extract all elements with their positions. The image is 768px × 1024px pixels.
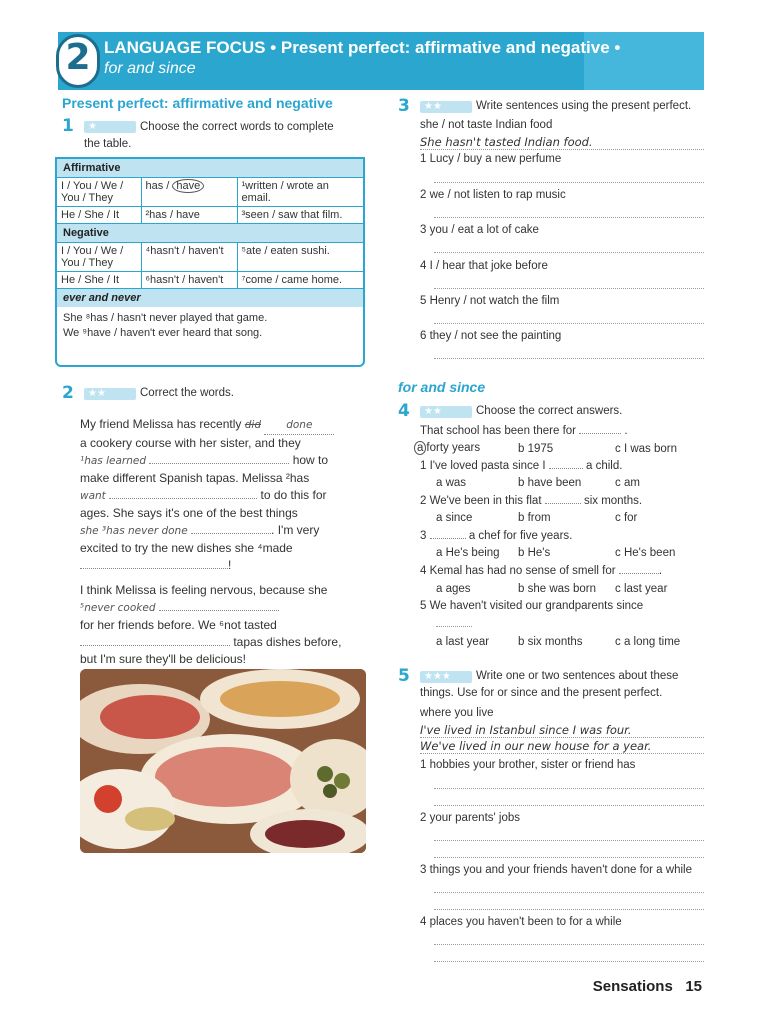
option: a last year bbox=[436, 636, 490, 648]
exercise-4-example: That school has been there for . bbox=[420, 425, 628, 437]
table-row bbox=[57, 207, 363, 224]
list-item: 2 your parents' jobs bbox=[420, 812, 521, 824]
option: b six months bbox=[518, 636, 583, 648]
text: make different Spanish tapas. Melissa ²has bbox=[80, 471, 310, 485]
option: forty years bbox=[426, 442, 481, 454]
list-item: 6 they / not see the painting bbox=[420, 330, 562, 342]
exercise-4-example-options bbox=[414, 442, 480, 454]
difficulty-stars-icon: ★★ bbox=[420, 101, 472, 113]
list-item: 1 Lucy / buy a new perfume bbox=[420, 153, 562, 165]
option: c a long time bbox=[615, 636, 681, 648]
section-heading-for-since: for and since bbox=[398, 379, 486, 395]
circled-answer: have bbox=[172, 179, 204, 193]
page-title: LANGUAGE FOCUS • Present perfect: affirmative and negative • bbox=[104, 38, 621, 57]
list-item: 3 things you and your friends haven't done for a while bbox=[420, 864, 692, 876]
table-cell bbox=[141, 178, 237, 207]
exercise-1-instruction-cont: the table. bbox=[84, 138, 132, 150]
list-item bbox=[420, 460, 622, 472]
text: a cookery course with her sister, and they bbox=[80, 436, 301, 450]
tapas-photo bbox=[80, 669, 366, 853]
aux-option: has / bbox=[145, 180, 173, 192]
list-item bbox=[420, 495, 642, 507]
list-item: 5 Henry / not watch the film bbox=[420, 295, 560, 307]
text: excited to try the new dishes she ⁴made bbox=[80, 541, 293, 555]
table-cell: ³seen / saw that film. bbox=[237, 207, 363, 224]
text: 2 We've been in this flat bbox=[420, 495, 542, 507]
text: ages. She says it's one of the best things bbox=[80, 506, 298, 520]
text: ! bbox=[228, 558, 232, 572]
option: a ages bbox=[436, 583, 471, 595]
exercise-1-number: 1 bbox=[62, 116, 74, 136]
example-answer: done bbox=[286, 419, 313, 431]
table-cell: I / You / We / You / They bbox=[57, 178, 141, 207]
table-cell: He / She / It bbox=[57, 272, 141, 289]
difficulty-stars-icon: ★★★ bbox=[420, 671, 472, 683]
text: a chef for five years. bbox=[468, 530, 573, 542]
list-item: 1 hobbies your brother, sister or friend has bbox=[420, 759, 636, 771]
item-word: she ³has never done bbox=[80, 525, 188, 537]
exercise-2-number: 2 bbox=[62, 383, 74, 403]
table-cell: I / You / We / You / They bbox=[57, 243, 141, 272]
book-title: Sensations bbox=[592, 978, 673, 995]
ever-sentence-1: She ⁸has / hasn't never played that game. bbox=[63, 312, 268, 324]
exercise-2-instruction: Correct the words. bbox=[140, 387, 234, 399]
option: a He's being bbox=[436, 547, 500, 559]
exercise-4-number: 4 bbox=[398, 401, 410, 421]
text: . bbox=[658, 565, 663, 577]
grammar-table bbox=[55, 157, 365, 367]
list-item bbox=[420, 530, 572, 542]
table-row bbox=[57, 272, 363, 289]
text: That school has been there for bbox=[420, 425, 576, 437]
table-header-ever-never: ever and never bbox=[57, 288, 363, 307]
list-item: 3 you / eat a lot of cake bbox=[420, 224, 539, 236]
difficulty-stars-icon: ★ bbox=[84, 121, 136, 133]
exercise-5-instruction-cont: things. Use for or since and the present perfect. bbox=[420, 687, 663, 699]
text: 1 I've loved pasta since I bbox=[420, 460, 546, 472]
list-item: 2 we / not listen to rap music bbox=[420, 189, 566, 201]
table-cell: ⁴hasn't / haven't bbox=[141, 243, 237, 272]
list-item: 4 I / hear that joke before bbox=[420, 260, 548, 272]
option: b she was born bbox=[518, 583, 596, 595]
table-cell: He / She / It bbox=[57, 207, 141, 224]
table-header-negative: Negative bbox=[57, 223, 363, 242]
item-word: ⁵never cooked bbox=[80, 602, 156, 614]
text: but I'm sure they'll be delicious! bbox=[80, 652, 246, 666]
text: six months. bbox=[583, 495, 643, 507]
unit-badge bbox=[56, 34, 100, 88]
option: a was bbox=[436, 477, 467, 489]
struck-word: did bbox=[244, 419, 261, 431]
text: for her friends before. We ⁶not tasted bbox=[80, 618, 277, 632]
exercise-1-instruction: Choose the correct words to complete bbox=[140, 121, 334, 133]
text: . I'm very bbox=[271, 523, 320, 537]
option: c last year bbox=[615, 583, 668, 595]
table-cell: ¹written / wrote an email. bbox=[237, 178, 363, 207]
exercise-3-instruction: Write sentences using the present perfect. bbox=[476, 100, 692, 112]
option: b from bbox=[518, 512, 551, 524]
exercise-3-number: 3 bbox=[398, 96, 410, 116]
exercise-5-example-answer-1: I've lived in Istanbul since I was four. bbox=[420, 723, 632, 737]
exercise-2-text bbox=[80, 416, 366, 668]
table-row bbox=[57, 178, 363, 207]
list-item: 5 We haven't visited our grandparents since bbox=[420, 600, 644, 612]
difficulty-stars-icon: ★★ bbox=[420, 406, 472, 418]
section-heading-present-perfect: Present perfect: affirmative and negative bbox=[62, 95, 333, 111]
list-item bbox=[420, 565, 662, 577]
page-subtitle: for and since bbox=[104, 60, 196, 77]
exercise-5-number: 5 bbox=[398, 666, 410, 686]
option: b He's bbox=[518, 547, 551, 559]
table-header-affirmative: Affirmative bbox=[57, 159, 363, 177]
text: I think Melissa is feeling nervous, because she bbox=[80, 583, 328, 597]
item-word: ¹has learned bbox=[80, 455, 147, 467]
option: c for bbox=[615, 512, 638, 524]
exercise-3-example-prompt: she / not taste Indian food bbox=[420, 119, 553, 131]
text: how to bbox=[292, 453, 329, 467]
exercise-3-example-answer: She hasn't tasted Indian food. bbox=[420, 135, 593, 149]
exercise-5-instruction: Write one or two sentences about these bbox=[476, 670, 679, 682]
page-footer bbox=[593, 978, 702, 995]
exercise-4-instruction: Choose the correct answers. bbox=[476, 405, 623, 417]
circled-answer: a bbox=[414, 441, 426, 455]
list-item: 4 places you haven't been to for a while bbox=[420, 916, 622, 928]
exercise-5-example-prompt: where you live bbox=[420, 707, 494, 719]
text: a child. bbox=[585, 460, 623, 472]
text: My friend Melissa has recently bbox=[80, 417, 242, 431]
item-word: want bbox=[80, 490, 106, 502]
table-row bbox=[57, 243, 363, 272]
option: c I was born bbox=[615, 443, 677, 455]
table-cell: ⁷come / came home. bbox=[237, 272, 363, 289]
text: 3 bbox=[420, 530, 427, 542]
option: b 1975 bbox=[518, 443, 554, 455]
option: c He's been bbox=[615, 547, 676, 559]
option: c am bbox=[615, 477, 640, 489]
text: tapas dishes before, bbox=[233, 635, 342, 649]
option: b have been bbox=[518, 477, 582, 489]
table-cell: ²has / have bbox=[141, 207, 237, 224]
exercise-5-example-answer-2: We've lived in our new house for a year. bbox=[420, 739, 652, 753]
unit-number: 2 bbox=[65, 37, 91, 78]
table-cell: ⁵ate / eaten sushi. bbox=[237, 243, 363, 272]
table-cell: ⁶hasn't / haven't bbox=[141, 272, 237, 289]
page-number: 15 bbox=[685, 978, 702, 995]
difficulty-stars-icon: ★★ bbox=[84, 388, 136, 400]
ever-sentence-2: We ⁹have / haven't ever heard that song. bbox=[63, 327, 263, 339]
text: to do this for bbox=[260, 488, 327, 502]
text: 4 Kemal has had no sense of smell for bbox=[420, 565, 616, 577]
option: a since bbox=[436, 512, 473, 524]
